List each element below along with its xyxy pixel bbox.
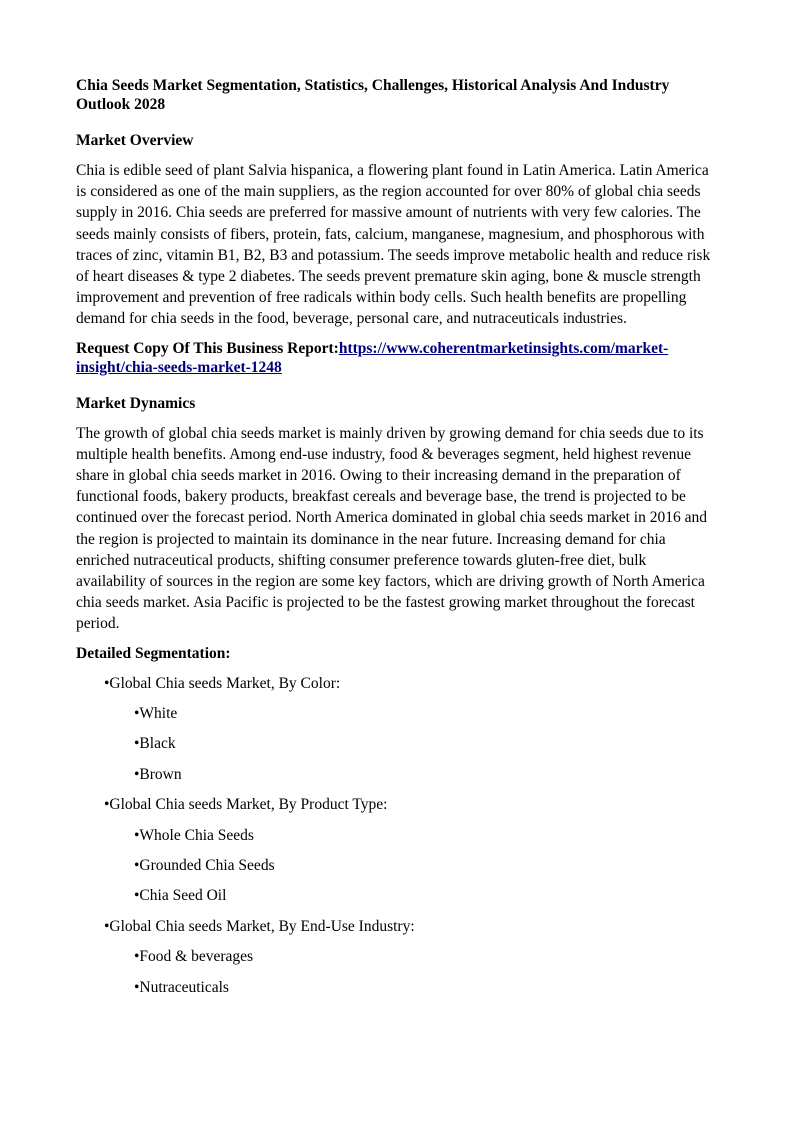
segment-item: •Black: [134, 735, 176, 753]
segmentation-heading: Detailed Segmentation:: [76, 644, 231, 662]
segment-item: •Chia Seed Oil: [134, 887, 227, 905]
segment-item: •Brown: [134, 765, 182, 783]
dynamics-heading: Market Dynamics: [76, 394, 196, 412]
segment-group-label: •Global Chia seeds Market, By Color:: [104, 674, 341, 692]
request-copy-label: Request Copy Of This Business Report:: [76, 339, 339, 357]
segment-item: •Grounded Chia Seeds: [134, 857, 275, 874]
segment-sublist: [76, 947, 718, 996]
segment-item: •Nutraceuticals: [134, 978, 229, 996]
segment-group-label: •Global Chia seeds Market, By End-Use Industry:: [104, 917, 415, 935]
segment-item: •Whole Chia Seeds: [134, 826, 254, 844]
segment-group-label: •Global Chia seeds Market, By Product Type:: [104, 796, 388, 814]
dynamics-paragraph: The growth of global chia seeds market is mainly driven by growing demand for chia seeds due to its multiple health benefits. Among end-use industry, food & beverages segment, held highest revenue share in global chia seeds market in 2016. Owing to their increasing demand in the preparation of functional foods, bakery products, breakfast cereals and beverage base, the trend is projected to be continued over the forecast period. North America dominated in global chia seeds market in 2016 and the region is projected to maintain its dominance in the near future. Increasing demand for chia enriched nutraceutical products, shifting consumer preference towards gluten-free diet, bulk availability of sources in the region are some key factors, which are driving growth of North America chia seeds market. Asia Pacific is projected to be the fastest growing market throughout the forecast period.: [76, 424, 707, 633]
segment-group-product-type: [76, 795, 718, 905]
segmentation-list: [76, 674, 718, 997]
report-link[interactable]: https://www.coherentmarketinsights.com/market-insight/chia-seeds-market-1248: [76, 339, 669, 376]
segment-sublist: [76, 826, 718, 906]
document-title: Chia Seeds Market Segmentation, Statistics, Challenges, Historical Analysis And Industry Outlook 2028: [76, 77, 670, 113]
segment-item: •Food & beverages: [134, 948, 254, 966]
document-page: [76, 76, 718, 1008]
request-copy-line: [76, 339, 718, 377]
segment-item: •White: [134, 705, 178, 723]
segment-sublist: [76, 704, 718, 784]
segment-group-color: [76, 674, 718, 784]
segment-group-end-use: [76, 917, 718, 997]
overview-heading: Market Overview: [76, 132, 194, 149]
overview-paragraph: Chia is edible seed of plant Salvia hispanica, a flowering plant found in Latin America. Latin America is considered as one of the main suppliers, as the region accounted for over 80% of global chia seeds supply in 2016. Chia seeds are preferred for massive amount of nutrients with very few calories. The seeds mainly consists of fibers, protein, fats, calcium, manganese, magnesium, and phosphorous with traces of zinc, vitamin B1, B2, B3 and potassium. The seeds improve metabolic health and reduce risk of heart diseases & type 2 diabetes. The seeds prevent premature skin aging, bone & muscle strength improvement and prevention of free radicals within body cells. Such health benefits are propelling demand for chia seeds in the food, beverage, personal care, and nutraceuticals industries.: [76, 162, 711, 328]
